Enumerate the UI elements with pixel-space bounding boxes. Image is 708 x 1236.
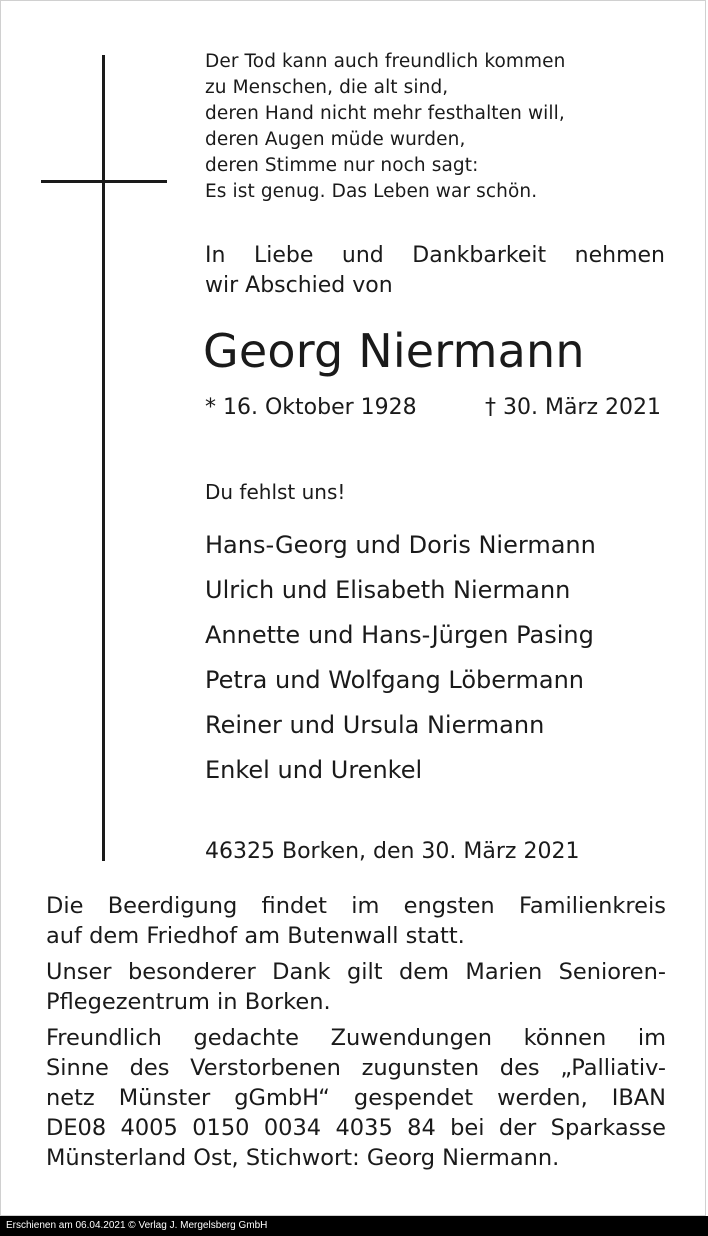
funeral-notes <box>46 891 666 1179</box>
poem-line: deren Hand nicht mehr festhalten will, <box>205 103 565 124</box>
note-line: Münsterland Ost, Stichwort: Georg Niermann. <box>46 1145 560 1171</box>
birth-date: * 16. Oktober 1928 <box>205 395 417 420</box>
mourner: Ulrich und Elisabeth Niermann <box>205 576 571 604</box>
cross-horizontal-bar <box>41 180 167 183</box>
poem <box>205 49 665 205</box>
donation-paragraph <box>46 1023 666 1173</box>
poem-line: zu Menschen, die alt sind, <box>205 77 449 98</box>
farewell-line: In Liebe und Dankbarkeit nehmen <box>205 243 665 268</box>
publication-footer: Erschienen am 06.04.2021 © Verlag J. Mergelsberg GmbH <box>0 1216 708 1236</box>
farewell-line: wir Abschied von <box>205 273 393 298</box>
funeral-paragraph <box>46 891 666 951</box>
life-dates <box>205 393 661 423</box>
place-and-date: 46325 Borken, den 30. März 2021 <box>205 839 580 864</box>
mourners-list <box>205 523 596 793</box>
cross-vertical-bar <box>102 55 105 861</box>
poem-line: Es ist genug. Das Leben war schön. <box>205 181 538 202</box>
note-line: DE08 4005 0150 0034 4035 84 bei der Sparkasse <box>46 1115 666 1141</box>
note-line: Die Beerdigung findet im engsten Familienkreis <box>46 893 666 919</box>
note-line: Unser besonderer Dank gilt dem Marien Senioren- <box>46 959 666 985</box>
mourner: Hans-Georg und Doris Niermann <box>205 531 596 559</box>
note-line: Pflegezentrum in Borken. <box>46 989 331 1015</box>
mourner: Petra und Wolfgang Löbermann <box>205 666 585 694</box>
farewell-text <box>205 241 665 301</box>
note-line: Freundlich gedachte Zuwendungen können im <box>46 1025 666 1051</box>
note-line: Sinne des Verstorbenen zugunsten des „Palliativ- <box>46 1055 666 1081</box>
poem-line: Der Tod kann auch freundlich kommen <box>205 51 566 72</box>
thanks-paragraph <box>46 957 666 1017</box>
death-date: † 30. März 2021 <box>484 395 661 420</box>
note-line: auf dem Friedhof am Butenwall statt. <box>46 923 465 949</box>
note-line: netz Münster gGmbH“ gespendet werden, IBAN <box>46 1085 666 1111</box>
deceased-name: Georg Niermann <box>203 324 585 378</box>
mourner: Reiner und Ursula Niermann <box>205 711 545 739</box>
poem-line: deren Stimme nur noch sagt: <box>205 155 479 176</box>
missed-text: Du fehlst uns! <box>205 480 346 504</box>
mourner: Enkel und Urenkel <box>205 756 423 784</box>
poem-line: deren Augen müde wurden, <box>205 129 466 150</box>
mourner: Annette und Hans-Jürgen Pasing <box>205 621 594 649</box>
